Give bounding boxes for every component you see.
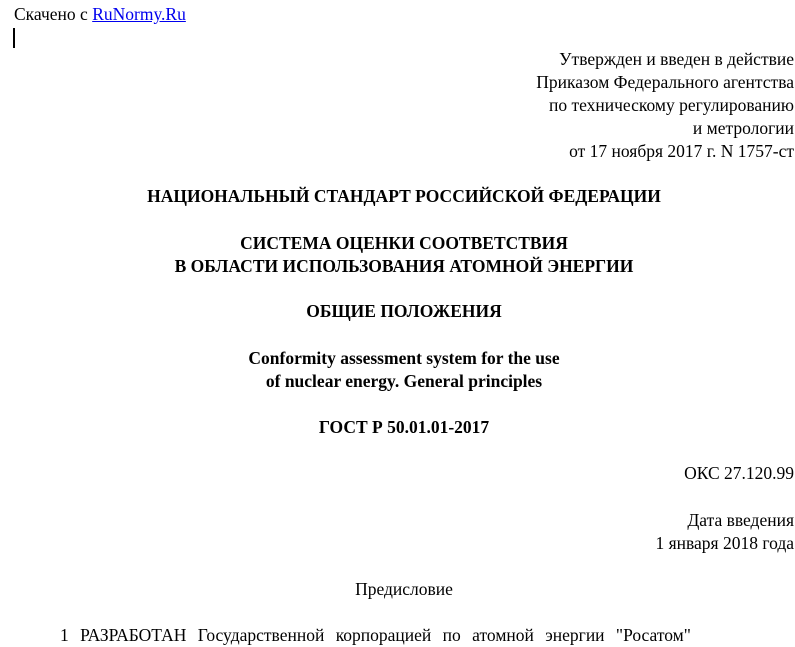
gost-number-text: ГОСТ Р 50.01.01-2017 — [318, 417, 490, 437]
text-cursor — [13, 28, 15, 48]
approval-line: Утвержден и введен в действие — [559, 49, 794, 69]
approval-line: и метрологии — [692, 118, 794, 138]
approval-line: Приказом Федерального агентства — [536, 72, 794, 92]
system-title — [0, 232, 795, 278]
download-source-line — [14, 3, 186, 26]
gost-number — [0, 416, 795, 439]
approval-line: по техническому регулированию — [548, 95, 794, 115]
oks-code: ОКС 27.120.99 — [684, 463, 794, 483]
national-standard-text: НАЦИОНАЛЬНЫЙ СТАНДАРТ РОССИЙСКОЙ ФЕДЕРАЦИИ — [147, 186, 661, 206]
introduction-date-block — [655, 509, 794, 555]
general-title — [0, 300, 795, 323]
introduction-date-value: 1 января 2018 года — [655, 533, 794, 553]
approval-block — [374, 48, 794, 163]
general-title-text: ОБЩИЕ ПОЛОЖЕНИЯ — [306, 301, 502, 321]
preface-paragraph-1: 1 РАЗРАБОТАН Государственной корпорацией по атомной энергии "Росатом" — [60, 625, 691, 645]
runormy-link[interactable]: RuNormy.Ru — [92, 4, 186, 24]
system-title-line2: В ОБЛАСТИ ИСПОЛЬЗОВАНИЯ АТОМНОЙ ЭНЕРГИИ — [174, 256, 634, 276]
download-prefix: Скачено с — [14, 4, 88, 24]
system-title-line1: СИСТЕМА ОЦЕНКИ СООТВЕТСТВИЯ — [240, 233, 568, 253]
preface-heading: Предисловие — [355, 579, 453, 599]
approval-line: от 17 ноября 2017 г. N 1757-ст — [569, 141, 794, 161]
english-title-line1: Conformity assessment system for the use — [248, 348, 560, 368]
introduction-date-label: Дата введения — [687, 510, 794, 530]
national-standard-heading — [0, 185, 795, 208]
english-title-line2: of nuclear energy. General principles — [265, 371, 543, 391]
english-title — [0, 347, 795, 393]
